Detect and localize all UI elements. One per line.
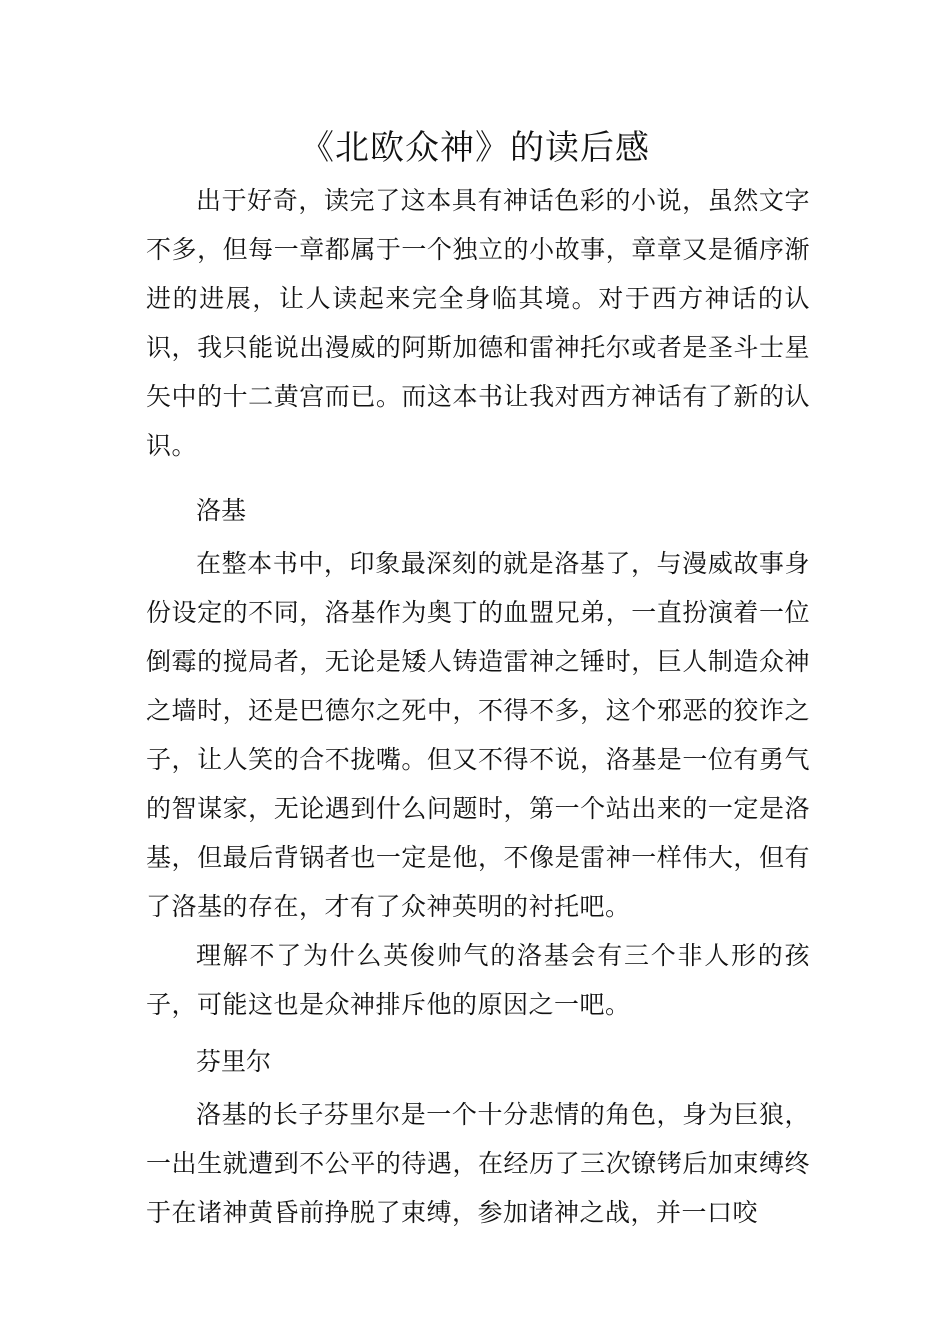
loki-paragraph-1: 在整本书中，印象最深刻的就是洛基了，与漫威故事身份设定的不同，洛基作为奥丁的血盟兄弟，一直扮演着一位倒霉的搅局者，无论是矮人铸造雷神之锤时，巨人制造众神之墙时，还是巴德尔之死中，不得不多，这个邪恶的狡诈之子，让人笑的合不拢嘴。但又不得不说，洛基是一位有勇气的智谋家，无论遇到什么问题时，第一个站出来的一定是洛基，但最后背锅者也一定是他，不像是雷神一样伟大，但有了洛基的存在，才有了众神英明的衬托吧。 [146, 549, 810, 921]
intro-paragraph: 出于好奇，读完了这本具有神话色彩的小说，虽然文字不多，但每一章都属于一个独立的小故事，章章又是循序渐进的进展，让人读起来完全身临其境。对于西方神话的认识，我只能说出漫威的阿斯加德和雷神托尔或者是圣斗士星矢中的十二黄宫而已。而这本书让我对西方神话有了新的认识。 [146, 186, 810, 460]
loki-paragraph-2: 理解不了为什么英俊帅气的洛基会有三个非人形的孩子，可能这也是众神排斥他的原因之一吧。 [146, 941, 810, 1019]
document-body [146, 176, 810, 1237]
document-title: 《北欧众神》的读后感 [300, 128, 650, 168]
section-heading-fenrir: 芬里尔 [196, 1047, 272, 1076]
section-heading-loki: 洛基 [196, 496, 247, 525]
fenrir-paragraph-1: 洛基的长子芬里尔是一个十分悲情的角色，身为巨狼，一出生就遭到不公平的待遇，在经历了三次镣铐后加束缚终于在诸神黄昏前挣脱了束缚，参加诸神之战，并一口咬 [146, 1100, 810, 1227]
